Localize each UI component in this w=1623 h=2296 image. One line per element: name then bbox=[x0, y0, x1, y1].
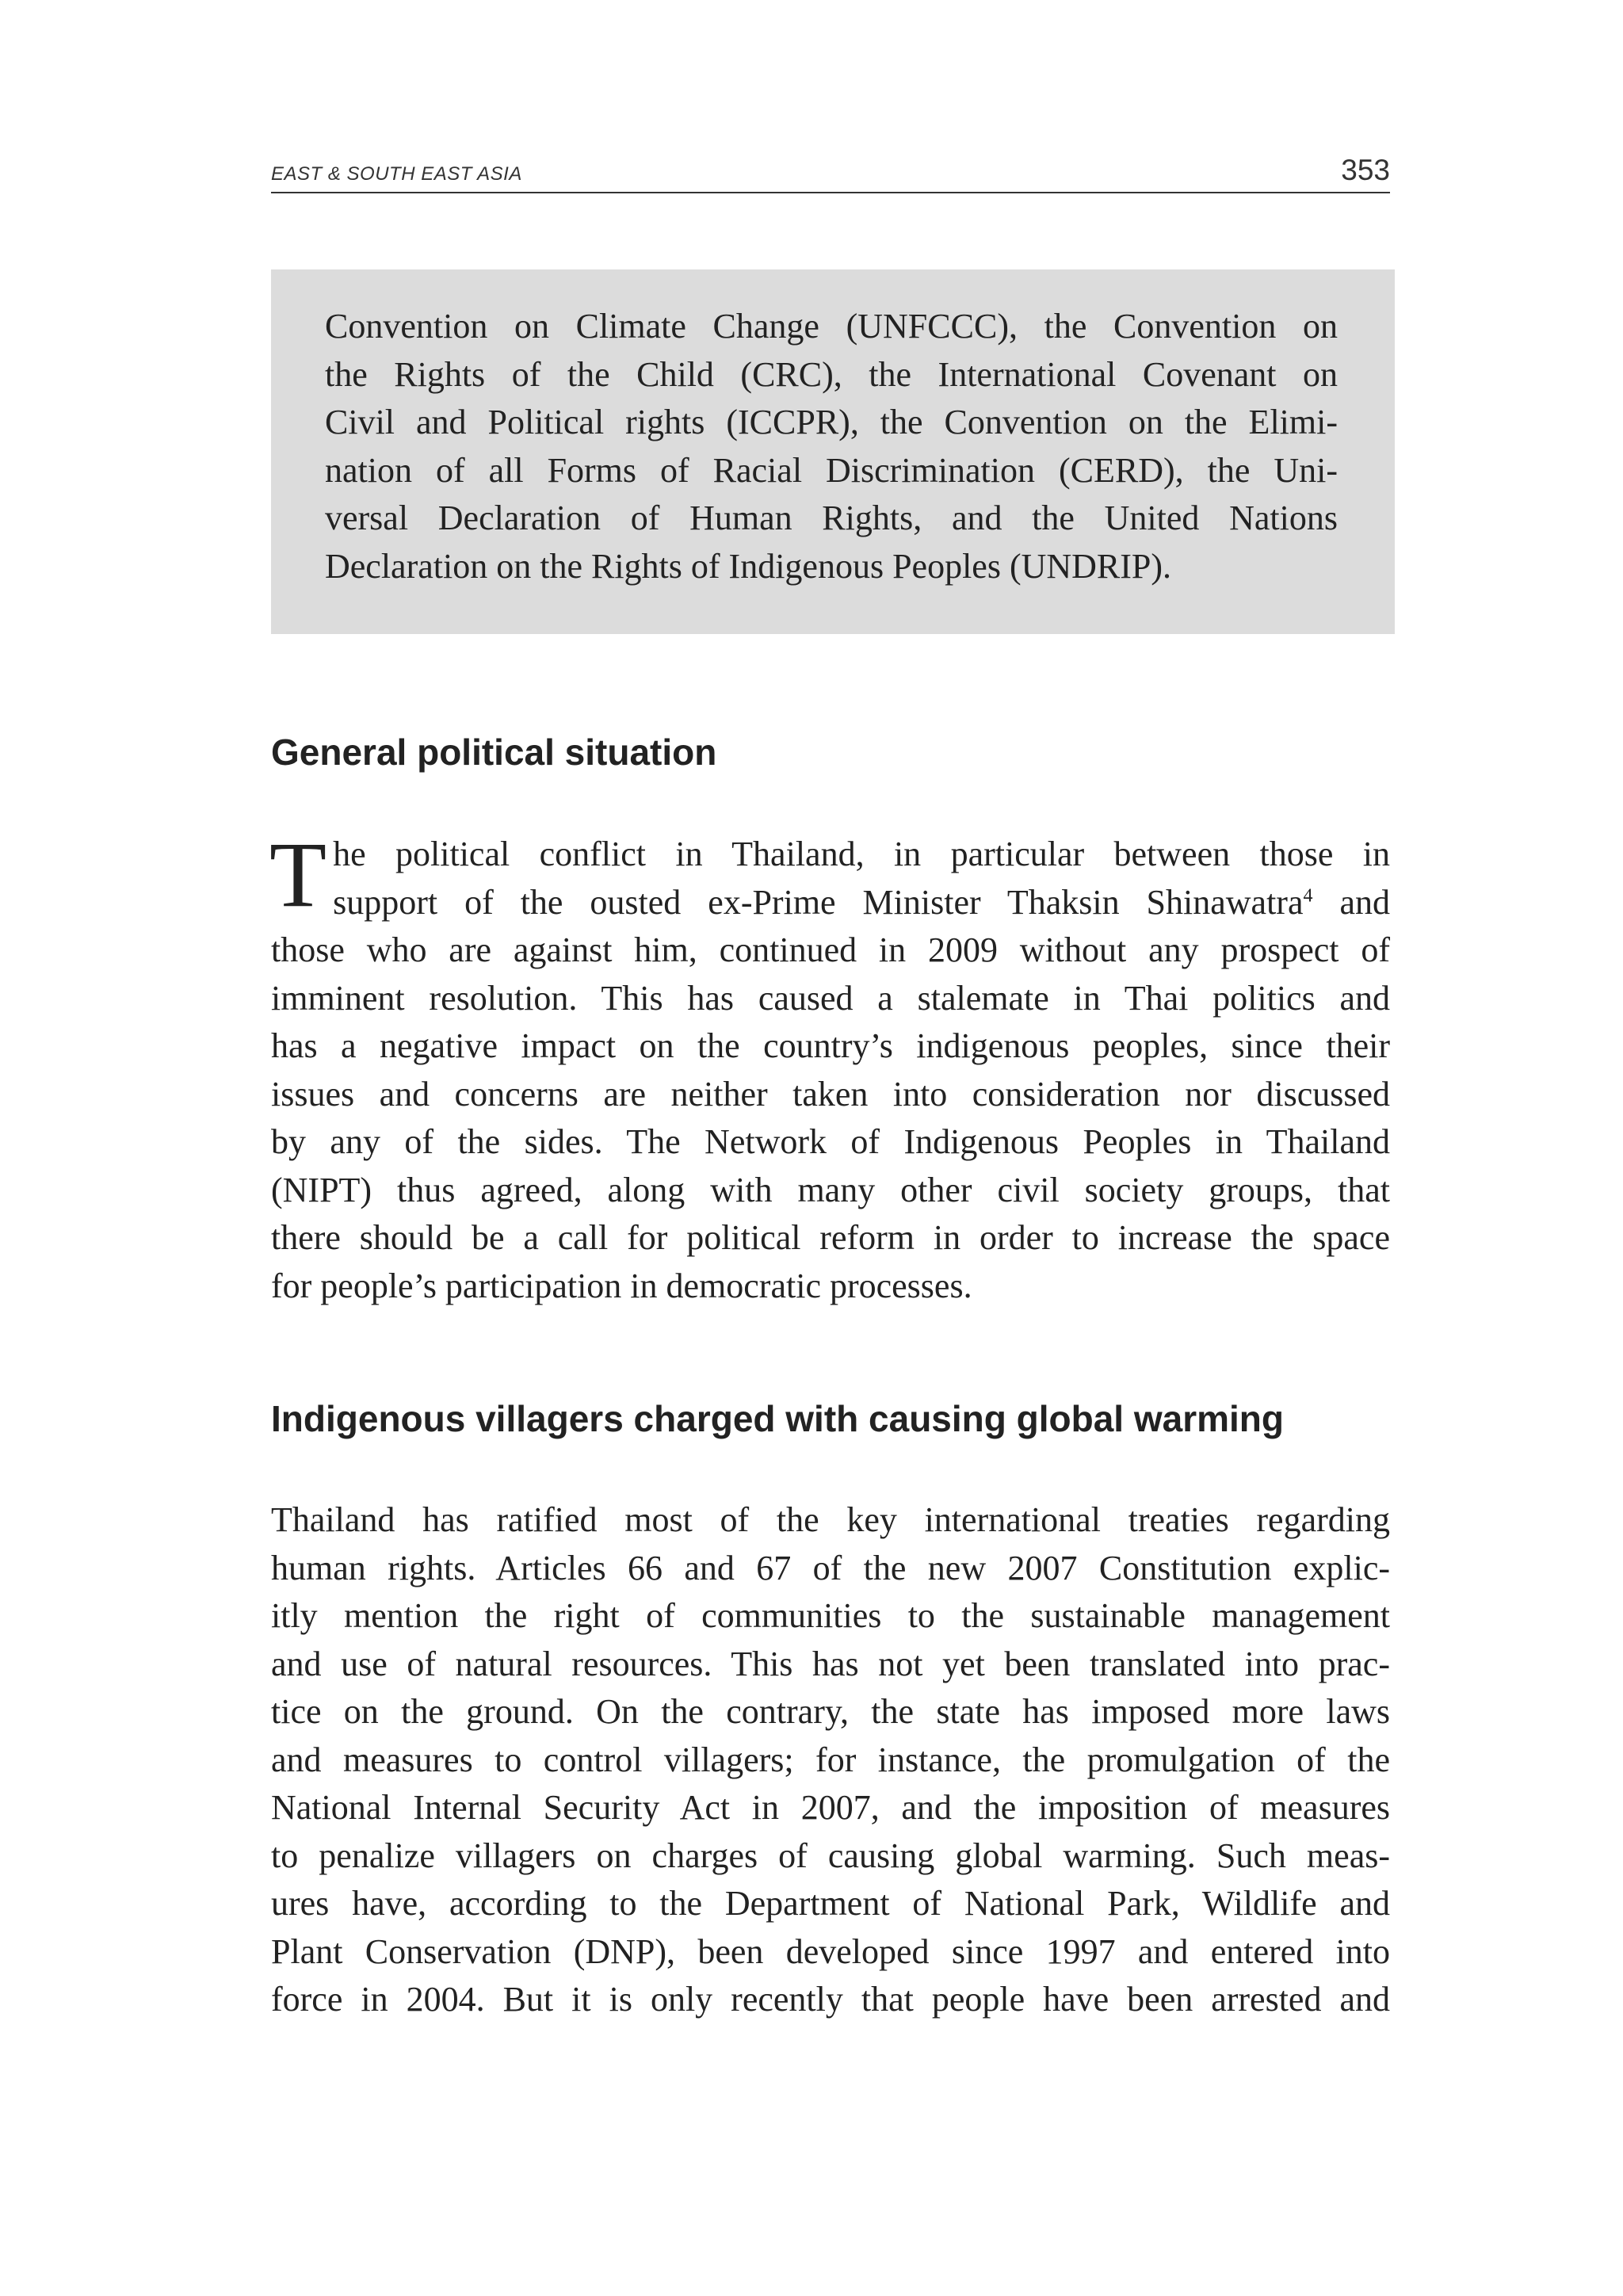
paragraph-political-situation bbox=[269, 823, 1391, 1310]
section-heading-global-warming: Indigenous villagers charged with causing global warming bbox=[271, 1398, 1285, 1439]
text-line bbox=[271, 879, 1390, 927]
text-line: tice on the ground. On the contrary, the state has imposed more laws bbox=[271, 1692, 1390, 1731]
page-number: 353 bbox=[1341, 154, 1390, 186]
text-line: those who are against him, continued in 2009 without any prospect of bbox=[271, 930, 1390, 969]
running-header bbox=[271, 151, 1390, 193]
text-line: Plant Conservation (DNP), been developed since 1997 and entered into bbox=[271, 1931, 1390, 1971]
text-line: imminent resolution. This has caused a stalemate in Thai politics and bbox=[271, 978, 1390, 1018]
text-line: has a negative impact on the country’s indigenous peoples, since their bbox=[271, 1026, 1390, 1065]
text-line: and measures to control villagers; for instance, the promulgation of the bbox=[271, 1740, 1390, 1779]
text-line: human rights. Articles 66 and 67 of the new 2007 Constitution explic- bbox=[271, 1548, 1390, 1587]
text-fragment: support of the ousted ex-Prime Minister Thaksin Shinawatra bbox=[333, 882, 1304, 922]
text-line: for people’s participation in democratic processes. bbox=[271, 1266, 972, 1305]
text-line: Civil and Political rights (ICCPR), the Convention on the Elimi- bbox=[325, 403, 1338, 441]
text-line: there should be a call for political reform in order to increase the space bbox=[271, 1218, 1390, 1257]
text-line: and use of natural resources. This has not yet been translated into prac- bbox=[271, 1644, 1390, 1683]
text-line: issues and concerns are neither taken into consideration nor discussed bbox=[271, 1074, 1390, 1114]
text-line: Declaration on the Rights of Indigenous Peoples (UNDRIP). bbox=[325, 546, 1172, 586]
footnote-ref[interactable]: 4 bbox=[1303, 884, 1313, 906]
text-line: by any of the sides. The Network of Indigenous Peoples in Thailand bbox=[271, 1122, 1390, 1161]
text-line: (NIPT) thus agreed, along with many other civil society groups, that bbox=[271, 1170, 1390, 1209]
text-fragment: and bbox=[1312, 882, 1391, 922]
text-line: nation of all Forms of Racial Discrimination (CERD), the Uni- bbox=[325, 450, 1338, 490]
text-line: the Rights of the Child (CRC), the International Covenant on bbox=[325, 354, 1338, 394]
text-line: Convention on Climate Change (UNFCCC), the Convention on bbox=[325, 307, 1338, 346]
text-line: ures have, according to the Department of National Park, Wildlife and bbox=[271, 1884, 1390, 1923]
text-line: to penalize villagers on charges of causing global warming. Such meas- bbox=[271, 1836, 1390, 1875]
continued-text-box bbox=[271, 269, 1395, 634]
text-line: Thailand has ratified most of the key international treaties regarding bbox=[271, 1500, 1390, 1539]
box-paragraph bbox=[325, 303, 1338, 590]
section-title: EAST & SOUTH EAST ASIA bbox=[271, 163, 522, 185]
text-line: he political conflict in Thailand, in particular between those in bbox=[333, 835, 1390, 873]
drop-cap: T bbox=[269, 823, 327, 926]
paragraph-global-warming bbox=[271, 1496, 1390, 2024]
text-line: versal Declaration of Human Rights, and the United Nations bbox=[325, 499, 1338, 537]
section-heading-political-situation: General political situation bbox=[271, 732, 717, 773]
text-line: force in 2004. But it is only recently that people have been arrested and bbox=[271, 1980, 1390, 2019]
text-line: National Internal Security Act in 2007, and the imposition of measures bbox=[271, 1788, 1390, 1827]
text-line: itly mention the right of communities to the sustainable management bbox=[271, 1596, 1390, 1635]
